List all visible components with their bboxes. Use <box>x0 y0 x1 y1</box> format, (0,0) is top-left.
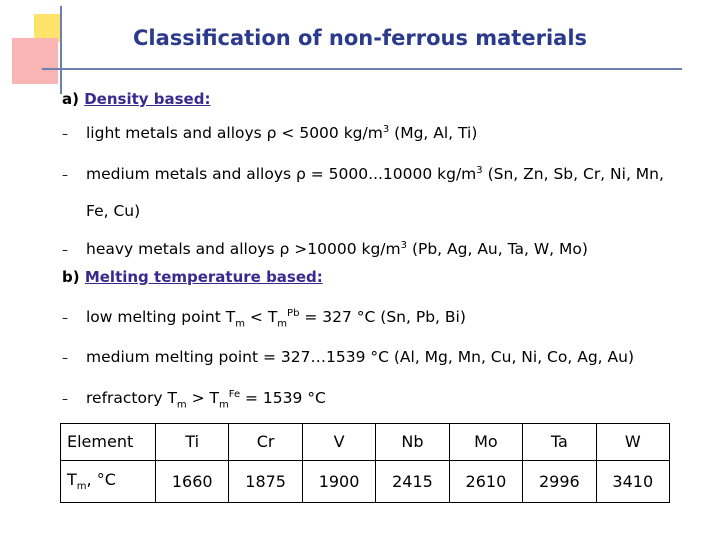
dash-marker: – <box>62 127 68 142</box>
table-cell-element: W <box>596 424 669 461</box>
decor-vertical-line <box>60 6 62 94</box>
table-cell-value: 1660 <box>156 460 229 502</box>
table-cell-element: V <box>302 424 375 461</box>
item-mid: < T <box>244 308 278 327</box>
dash-marker: – <box>62 351 68 365</box>
label-tail: , °C <box>86 470 116 490</box>
list-item-medium-metals <box>62 165 664 183</box>
item-tail: = 327 °C (Sn, Pb, Bi) <box>299 308 466 327</box>
item-tail: (Pb, Ag, Au, Ta, W, Mo) <box>407 240 588 259</box>
table-cell-value: 2610 <box>449 460 522 502</box>
table-cell-value: 1900 <box>302 460 375 502</box>
item-text: medium metals and alloys ρ = 5000...10000 kg/m <box>86 165 477 184</box>
section-b-label: Melting temperature based: <box>84 268 323 286</box>
table-row-label: Element <box>61 424 156 461</box>
label-main: T <box>67 470 77 490</box>
table-cell-value: 1875 <box>229 460 302 502</box>
item-pre: refractory T <box>86 389 177 408</box>
decor-horizontal-line <box>42 68 682 70</box>
table-row-elements <box>61 424 670 461</box>
table-cell-element: Ti <box>156 424 229 461</box>
dash-marker: – <box>62 243 68 258</box>
table-cell-value: 3410 <box>596 460 669 502</box>
table-cell-value: 2996 <box>523 460 596 502</box>
list-item-low-melting <box>62 308 466 329</box>
melting-point-table <box>60 423 670 503</box>
item-tail: = 1539 °C <box>240 389 326 408</box>
slide-title: Classification of non-ferrous materials <box>132 26 588 50</box>
item-text: heavy metals and alloys ρ >10000 kg/m <box>86 240 401 259</box>
item-text: medium melting point = 327…1539 °C (Al, Mg, Mn, Cu, Ni, Co, Ag, Au) <box>86 348 634 366</box>
item-tail: (Sn, Zn, Sb, Cr, Ni, Mn, <box>482 165 664 184</box>
table-cell-element: Ta <box>523 424 596 461</box>
item-sub: m <box>218 399 229 411</box>
table-cell-element: Cr <box>229 424 302 461</box>
dash-marker: – <box>62 392 68 407</box>
label-sub: m <box>76 481 87 493</box>
item-sup: Fe <box>228 389 241 400</box>
item-pre: low melting point T <box>86 308 236 327</box>
table-row-label <box>61 460 156 502</box>
item-sub: m <box>176 399 187 411</box>
section-a-prefix: a) <box>62 90 79 108</box>
table-cell-element: Nb <box>376 424 449 461</box>
list-item-medium-melting <box>62 348 634 366</box>
item-sup: 3 <box>476 165 483 176</box>
table-row-melting-points <box>61 460 670 502</box>
item-sup: 3 <box>382 124 390 135</box>
item-sup: Pb <box>287 308 300 319</box>
dash-marker: – <box>62 311 68 326</box>
table-cell-value: 2415 <box>376 460 449 502</box>
list-item-heavy-metals <box>62 240 588 258</box>
item-sub: m <box>277 318 288 330</box>
section-a-heading <box>62 90 210 108</box>
dash-marker: – <box>62 168 68 183</box>
item-mid: > T <box>186 389 219 408</box>
list-item-light-metals <box>62 124 477 142</box>
item-tail: (Mg, Al, Ti) <box>389 124 478 143</box>
list-item-continuation: Fe, Cu) <box>86 202 141 220</box>
list-item-refractory <box>62 389 326 410</box>
item-text: light metals and alloys ρ < 5000 kg/m <box>86 124 383 143</box>
item-sub: m <box>235 318 245 330</box>
section-a-label: Density based: <box>84 90 211 108</box>
item-sup: 3 <box>400 240 408 251</box>
section-b-prefix: b) <box>62 268 80 286</box>
section-b-heading <box>62 268 323 286</box>
table-cell-element: Mo <box>449 424 522 461</box>
